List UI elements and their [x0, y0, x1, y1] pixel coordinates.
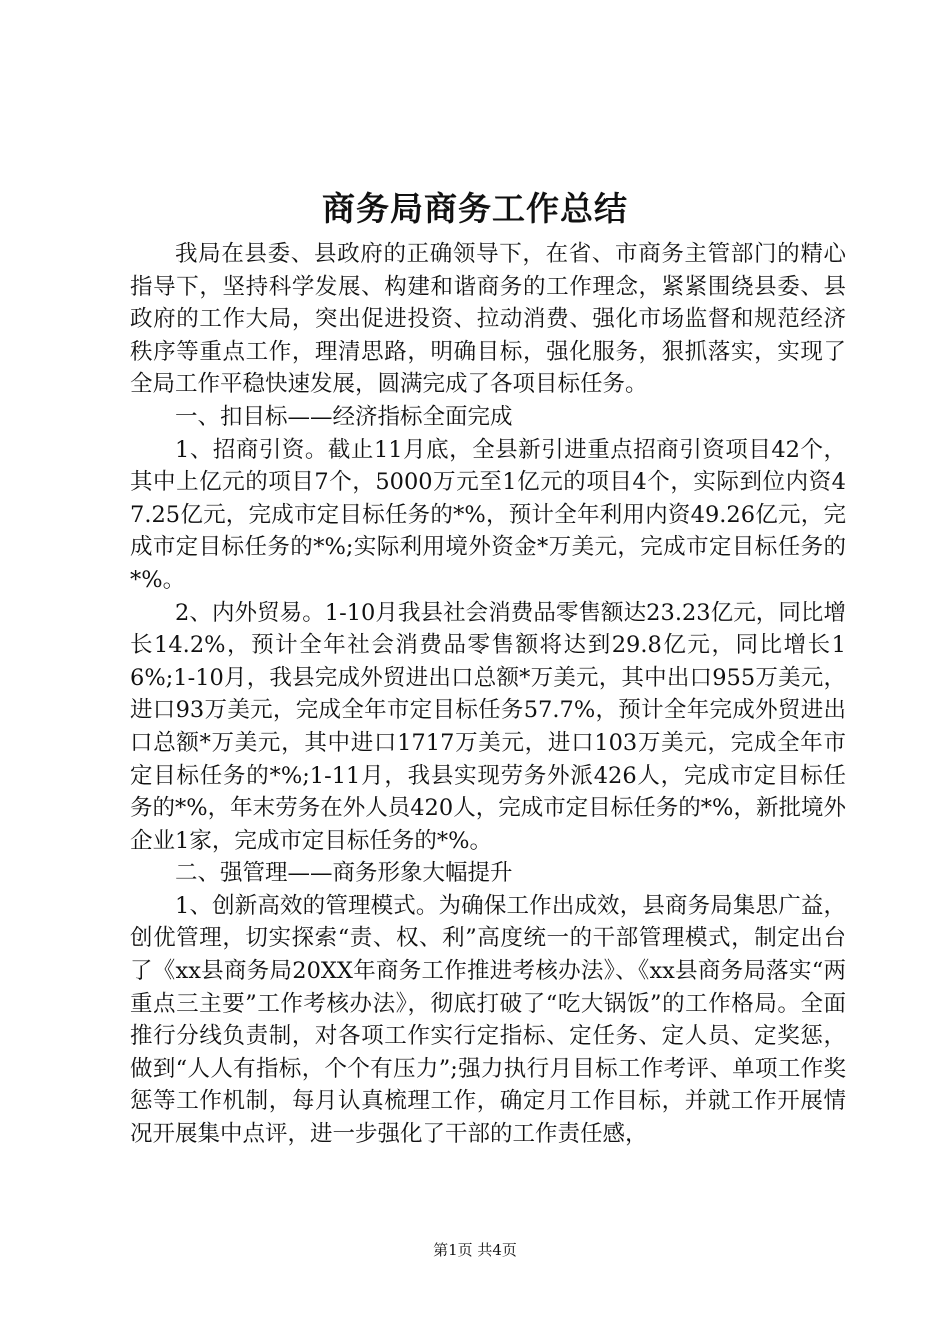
paragraph-investment: 1、招商引资。截止11月底，全县新引进重点招商引资项目42个，其中上亿元的项目7个，5000万元至1亿元的项目4个，实际到位内资47.25亿元，完成市定目标任务的*%，预计全年利用内资49.26亿元，完成市定目标任务的*%;实际利用境外资金*万美元，完成市定目标任务的*%。 [130, 436, 846, 593]
paragraph-management: 1、创新高效的管理模式。为确保工作出成效，县商务局集思广益，创优管理，切实探索“责、权、利”高度统一的干部管理模式，制定出台了《xx县商务局20XX年商务工作推进考核办法》、《xx县商务局落实“两重点三主要”工作考核办法》，彻底打破了“吃大锅饭”的工作格局。全面推行分线负责制，对各项工作实行定指标、定任务、定人员、定奖惩，做到“人人有指标，个个有压力”;强力执行月目标工作考评、单项工作奖惩等工作机制，每月认真梳理工作，确定月工作目标，并就工作开展情况开展集中点评，进一步强化了干部的工作责任感， [130, 892, 846, 1148]
intro-paragraph: 我局在县委、县政府的正确领导下，在省、市商务主管部门的精心指导下，坚持科学发展、构建和谐商务的工作理念，紧紧围绕县委、县政府的工作大局，突出促进投资、拉动消费、强化市场监督和规范经济秩序等重点工作，理清思路，明确目标，强化服务，狠抓落实，实现了全局工作平稳快速发展，圆满完成了各项目标任务。 [130, 241, 846, 398]
page-footer: 第1页 共4页 [433, 1241, 517, 1259]
paragraph-trade: 2、内外贸易。1-10月我县社会消费品零售额达23.23亿元，同比增长14.2%，预计全年社会消费品零售额将达到29.8亿元，同比增长16%;1-10月，我县完成外贸进出口总额*万美元，其中出口955万美元，进口93万美元，完成全年市定目标任务57.7%，预计全年完成外贸进出口总额*万美元，其中进口1717万美元，进口103万美元，完成全年市定目标任务的*%;1-11月，我县实现劳务外派426人，完成市定目标任务的*%，年末劳务在外人员420人，完成市定目标任务的*%，新批境外企业1家，完成市定目标任务的*%。 [130, 599, 846, 854]
section-heading-2: 二、强管理——商务形象大幅提升 [175, 860, 513, 887]
document-title: 商务局商务工作总结 [322, 189, 628, 228]
section-heading-1: 一、扣目标——经济指标全面完成 [175, 403, 513, 430]
document-body [130, 238, 846, 1151]
